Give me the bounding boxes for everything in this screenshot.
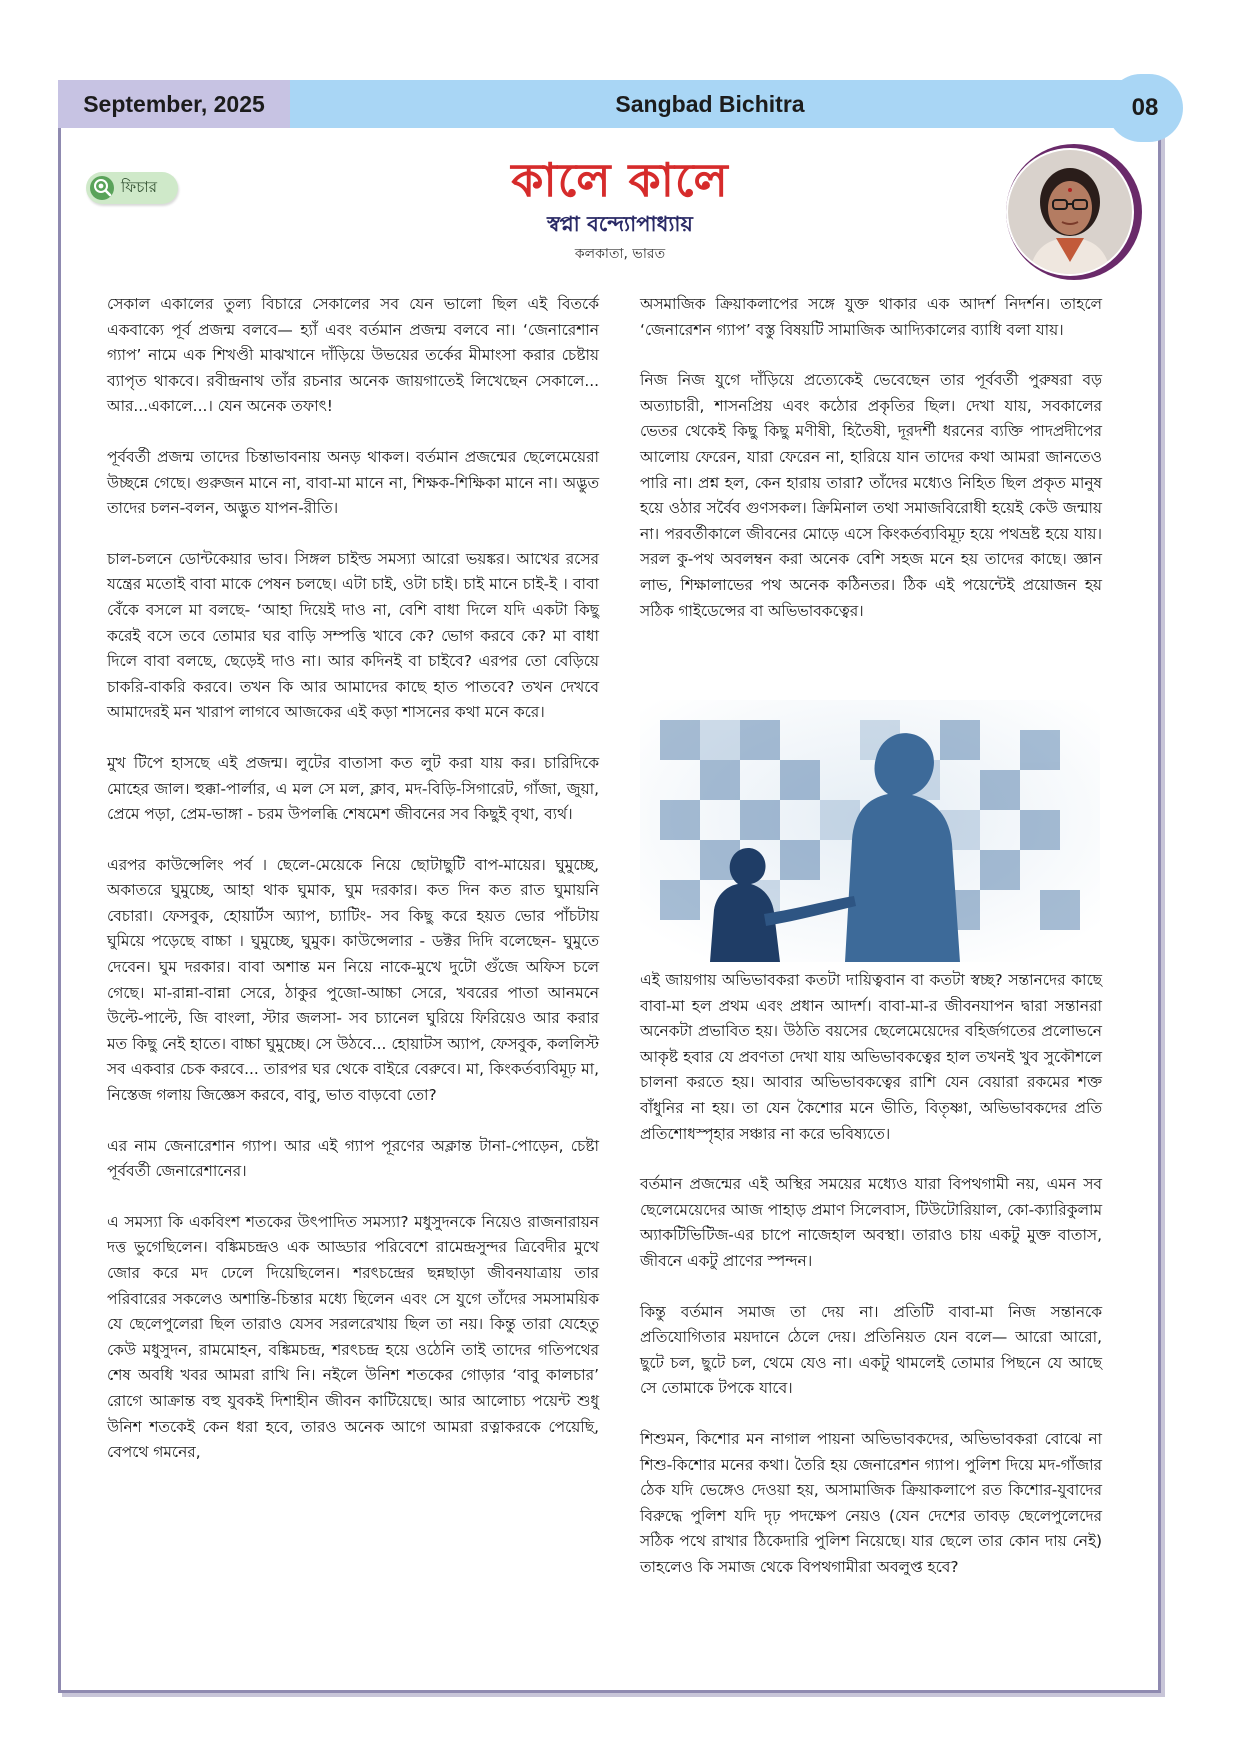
paragraph: নিজ নিজ যুগে দাঁড়িয়ে প্রত্যেকেই ভেবেছেন তার পূর্ববর্তী পুরুষরা বড় অত্যাচারী, শাসনপ্রিয় এবং কঠোর প্রকৃতির ছিল। দেখা যায়, সবকালের ভেতর থেকেই কিছু কিছু মণীষী, হিতৈষী, দূরদর্শী ধরনের ব্যক্তি পাদপ্রদীপের আলোয় ফেরেন, যারা ফেরেন না, হারিয়ে যান তাদের কথা আমরা জানতেও পারি না। প্রশ্ন হল, কেন হারায় তারা? তাঁদের মধ্যেও নিহিত ছিল প্রকৃত মানুষ হয়ে ওঠার সর্বৈব গুণসকল। ক্রিমিনাল তথা সমাজবিরোধী হয়েই কেউ জন্মায় না। পরবর্তীকালে জীবনের মোড়ে এসে কিংকর্তব্যবিমূঢ় হয়ে পথভ্রষ্ট হয়ে যায়। সরল কু-পথ অবলম্বন করা অনেক বেশি সহজ মনে হয় তাদের কাছে। জ্ঞান লাভ, শিক্ষালাভের পথ অনেক কঠিনতর। ঠিক এই পয়েন্টেই প্রয়োজন হয় সঠিক গাইডেন্সের বা অভিভাবকত্বের।: [640, 371, 1102, 620]
publication-name: Sangbad Bichitra: [290, 80, 1130, 128]
author-location: কলকাতা, ভারত: [574, 246, 666, 262]
page-number: 08: [1107, 74, 1183, 142]
article-column-right-top: [640, 292, 1102, 649]
section-tag-label: ফিচার: [121, 177, 157, 196]
paragraph: সেকাল একালের তুল্য বিচারে সেকালের সব যেন ভালো ছিল এই বিতর্কে একবাক্যে পূর্ব প্রজন্ম বলবে— হ্যাঁ এবং বর্তমান প্রজন্ম বলবে না। ‘জেনারেশান গ্যাপ’ নামে এক শিখণ্ডী মাঝখানে দাঁড়িয়ে উভয়ের তর্কের মীমাংসা করার চেষ্টায় ব্যাপৃত থাকবে। রবীন্দ্রনাথ তাঁর রচনার অনেক জায়গাতেই লিখেছেন সেকালে... আর...একালে...। যেন অনেক তফাৎ!: [107, 295, 599, 416]
paragraph: এর নাম জেনারেশান গ্যাপ। আর এই গ্যাপ পূরণের অক্লান্ত টানা-পোড়েন, চেষ্টা পূর্ববর্তী জেনারেশানের।: [107, 1136, 599, 1181]
paragraph: এই জায়গায় অভিভাবকরা কতটা দায়িত্ববান বা কতটা স্বচ্ছ? সন্তানদের কাছে বাবা-মা হল প্রথম এবং প্রধান আদর্শ। বাবা-মা-র জীবনযাপন দ্বারা সন্তানরা অনেকটা প্রভাবিত হয়। উঠতি বয়সের ছেলেমেয়েদের বহির্জগতের প্রলোভনে আকৃষ্ট হবার যে প্রবণতা দেখা যায় অভিভাবকত্বের হাল তখনই খুব সুকৌশলে চালনা করতে হয়। আবার অভিভাবকত্বের রাশি যেন বেয়ারা রকমের শক্ত বাঁধুনির না হয়। তা যেন কৈশোর মনে ভীতি, বিতৃষ্ণা, অভিভাবকদের প্রতি প্রতিশোধস্পৃহার সঞ্চার না করে ভবিষ্যতে।: [640, 971, 1102, 1143]
article-title: কালে কালে: [511, 153, 729, 207]
paragraph: চাল-চলনে ডোন্টকেয়ার ভাব। সিঙ্গল চাইল্ড সমস্যা আরো ভয়ঙ্কর। আখের রসের যন্ত্রের মতোই বাবা মাকে পেষন চলছে। এটা চাই, ওটা চাই। চাই মানে চাই-ই । বাবা বেঁকে বসলে মা বলছে- ‘আহা দিয়েই দাও না, বেশি বাধা দিলে যদি একটা কিছু করেই বসে তবে তোমার ঘর বাড়ি সম্পত্তি খাবে কে? ভোগ করবে কে? মা বাধা দিলে বাবা বলছে, ছেড়েই দাও না। আর কদিনই বা চাইবে? এরপর তো বেড়িয়ে চাকরি-বাকরি করবে। তখন কি আর আমাদের কাছে হাত পাতবে? তখন দেখবে আমাদেরই মন খারাপ লাগবে আজকের এই কড়া শাসনের কথা মনে করে।: [107, 549, 599, 722]
paragraph: শিশুমন, কিশোর মন নাগাল পায়না অভিভাবকদের, অভিভাবকরা বোঝে না শিশু-কিশোর মনের কথা। তৈরি হয় জেনারেশন গ্যাপ। পুলিশ দিয়ে মদ-গাঁজার ঠেক যদি ভেঙ্গেও দেওয়া হয়, অসামাজিক ক্রিয়াকলাপে রত কিশোর-যুবাদের বিরুদ্ধে পুলিশ যদি দৃঢ় পদক্ষেপ নেয়ও (যেন দেশের তাবড় ছেলেপুলেদের সঠিক পথে রাখার ঠিকেদারি পুলিশ নিয়েছে। যার ছেলে তার কোন দায় নেই) তাহলেও কি সমাজ থেকে বিপথগামীরা অবলুপ্ত হবে?: [640, 1429, 1102, 1576]
article-column-right-bottom: [640, 968, 1102, 1605]
issue-date: September, 2025: [58, 80, 290, 128]
paragraph: এরপর কাউন্সেলিং পর্ব । ছেলে-মেয়েকে নিয়ে ছোটাছুটি বাপ-মায়ের। ঘুমুচ্ছে, অকাতরে ঘুমুচ্ছে, আহা থাক ঘুমাক, ঘুম দরকার। কত দিন কত রাত ঘুমায়নি বেচারা। ফেসবুক, হোয়ার্টস অ্যাপ, চ্যাটিং- সব কিছু করে হয়ত ভোর পাঁচটায় ঘুমিয়ে পড়েছে বাচ্চা । ঘুমুচ্ছে, ঘুমুক। কাউন্সেলার - ডক্টর দিদি বলেছেন- ঘুমুতে দেবেন। ঘুম দরকার। বাবা অশান্ত মন নিয়ে নাকে-মুখে দুটো গুঁজে অফিস চলে গেছে। মা-রান্না-বান্না সেরে, ঠাকুর পুজো-আচ্চা সেরে, খবরের পাতা আনমনে উল্টে-পাল্টে, জি বাংলা, স্টার জলসা- সব চ্যানেল ঘুরিয়ে ফিরিয়েও আর করার মত কিছু নেই হাতে। বাচ্চা ঘুমুচ্ছে। সে উঠবে... হোয়াটস অ্যাপ, ফেসবুক, কললিস্ট সব একবার চেক করবে... তারপর ঘর থেকে বাইরে বেরুবে। মা, কিংকর্তব্যবিমূঢ় মা, নিস্তেজ গলায় জিজ্ঞেস করবে, বাবু, ভাত বাড়বো তো?: [107, 855, 599, 1105]
article-column-left: [107, 292, 599, 1491]
article-author: স্বপ্না বন্দ্যোপাধ্যায়: [547, 212, 693, 236]
paragraph: অসমাজিক ক্রিয়াকলাপের সঙ্গে যুক্ত থাকার এক আদর্শ নিদর্শন। তাহলে ‘জেনারেশন গ্যাপ’ বস্তু বিষয়টি সামাজিক আদ্যিকালের ব্যাধি বলা যায়।: [640, 295, 1102, 339]
paragraph: কিন্তু বর্তমান সমাজ তা দেয় না। প্রতিটি বাবা-মা নিজ সন্তানকে প্রতিযোগিতার ময়দানে ঠেলে দেয়। প্রতিনিয়ত যেন বলে— আরো আরো, ছুটে চল, ছুটে চল, থেমে যেও না। একটু থামলেই তোমার পিছনে যে আছে সে তোমাকে টপকে যাবে।: [640, 1302, 1102, 1398]
paragraph: মুখ টিপে হাসছে এই প্রজন্ম। লুটের বাতাসা কত লুট করা যায় কর। চারিদিকে মোহের জাল। হুক্কা-পার্লার, এ মল সে মল, ক্লাব, মদ-বিড়ি-সিগারেট, গাঁজা, জুয়া, প্রেমে পড়া, প্রেম-ভাঙ্গা - চরম উপলব্ধি শেষমেশ জীবনের সব কিছুই বৃথা, ব্যর্থ।: [107, 753, 599, 824]
section-tag: [86, 172, 178, 204]
paragraph: বর্তমান প্রজন্মের এই অস্থির সময়ের মধ্যেও যারা বিপথগামী নয়, এমন সব ছেলেমেয়েদের আজ পাহাড় প্রমাণ সিলেবাস, টিউটোরিয়াল, কো-ক্যারিকুলাম অ্যাকটিভিটিজ-এর চাপে নাজেহাল অবস্থা। তারাও চায় একটু মুক্ত বাতাস, জীবনে একটু প্রাণের স্পন্দন।: [640, 1175, 1102, 1270]
paragraph: পূর্ববর্তী প্রজন্ম তাদের চিন্তাভাবনায় অনড় থাকল। বর্তমান প্রজন্মের ছেলেমেয়েরা উচ্ছন্নে গেছে। গুরুজন মানে না, বাবা-মা মানে না, শিক্ষক-শিক্ষিকা মানে না। অদ্ভুত তাদের চলন-বলন, অদ্ভুত যাপন-রীতি।: [107, 447, 599, 518]
author-portrait: [998, 140, 1142, 284]
magnifier-gear-icon: [89, 175, 115, 201]
paragraph: এ সমস্যা কি একবিংশ শতকের উৎপাদিত সমস্যা? মধুসুদনকে নিয়েও রাজনারায়ন দত্ত ভুগেছিলেন। বঙ্কিমচন্দ্রও এক আড্ডার পরিবেশে রামেন্দ্রসুন্দর ত্রিবেদীর মুখে জোর করে মদ ঢেলে দিয়েছিলেন। শরৎচন্দ্রের ছন্নছাড়া জীবনযাত্রায় তার পরিবারের সকলেও অশান্তি-চিন্তার মধ্যে ছিলেন এবং সে যুগে তাঁদের সমসাময়িক যে ছেলেপুলেরা ছিল তারাও যেসব সরলরেখায় ছিল তা নয়। কিন্তু তারা যেহেতু কেউ মধুসুদন, রামমোহন, বঙ্কিমচন্দ্র, শরৎচন্দ্র হয়ে ওঠেনি তাই তাদের গতিপথের শেষ অবধি খবর আমরা রাখি নি। নইলে উনিশ শতকের গোড়ার ‘বাবু কালচার’ রোগে আক্রান্ত বহু যুবকই দিশাহীন জীবন কাটিয়েছে। আর আলোচ্য পয়েন্ট শুধু উনিশ শতকেই কেন ধরা হবে, তারও অনেক আগে আমরা রত্নাকরকে পেয়েছি, বেপথে গমনের,: [107, 1212, 599, 1462]
parent-child-silhouette-illustration: [640, 700, 1100, 962]
